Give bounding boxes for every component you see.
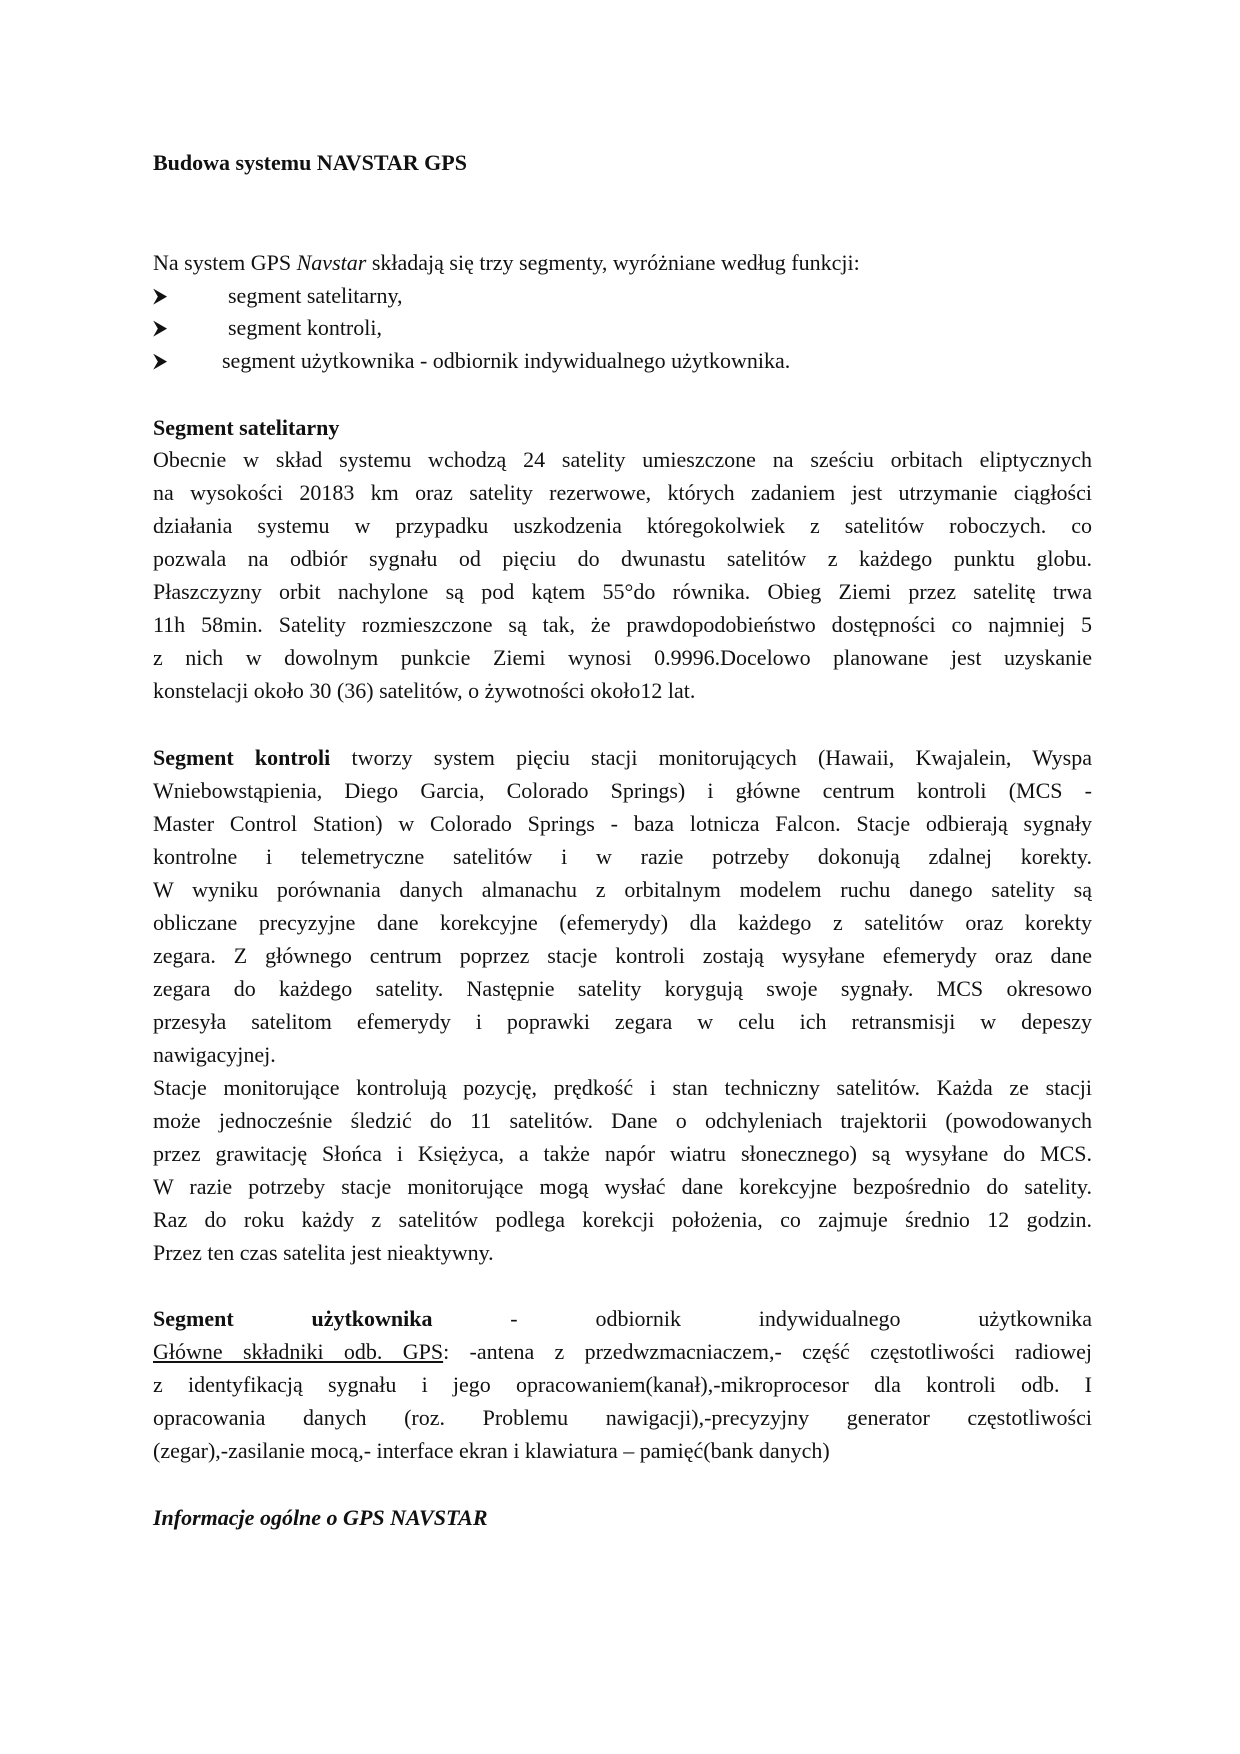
paragraph-line [153, 943, 1092, 969]
text-run: W wyniku porównania danych almanachu z orbitalnym modelem ruchu danego satelity są [153, 877, 1092, 902]
text-run: tworzy system pięciu stacji monitorujących (Hawaii, Kwajalein, Wyspa [330, 745, 1092, 770]
text-run: Navstar [296, 250, 367, 275]
paragraph-line [153, 480, 1092, 506]
paragraph-line [153, 1405, 1092, 1431]
bullet-item: segment satelitarny, [228, 283, 403, 308]
arrowhead-bullet-icon: ⮞ [153, 350, 168, 372]
text-run: zegara. Z głównego centrum poprzez stacje kontroli zostają wysyłane efemerydy oraz dane [153, 943, 1092, 968]
paragraph-line [153, 1141, 1092, 1167]
text-run: pozwala na odbiór sygnału od pięciu do dwunastu satelitów z każdego punktu globu. [153, 546, 1092, 571]
paragraph-line [153, 579, 1092, 605]
arrowhead-bullet-icon: ⮞ [153, 285, 168, 307]
bullet-item: segment użytkownika - odbiornik indywidualnego użytkownika. [222, 348, 791, 373]
text-run: na wysokości 20183 km oraz satelity rezerwowe, których zadaniem jest utrzymanie ciągłości [153, 480, 1092, 505]
text-run: 11h 58min. Satelity rozmieszczone są tak, że prawdopodobieństwo dostępności co najmniej 5 [153, 612, 1092, 637]
text-run: Raz do roku każdy z satelitów podlega korekcji położenia, co zajmuje średnio 12 godzin. [153, 1207, 1092, 1232]
paragraph-line [153, 1009, 1092, 1035]
text-run: zegara do każdego satelity. Następnie satelity korygują swoje sygnały. MCS okresowo [153, 976, 1092, 1001]
paragraph-line [153, 1438, 1092, 1464]
text-run: Płaszczyzny orbit nachylone są pod kątem 55°do równika. Obieg Ziemi przez satelitę trwa [153, 579, 1092, 604]
text-run: kontrolne i telemetryczne satelitów i w razie potrzeby dokonują zdalnej korekty. [153, 844, 1092, 869]
text-run: obliczane precyzyjne dane korekcyjne (efemerydy) dla każdego z satelitów oraz korekty [153, 910, 1092, 935]
paragraph-line [153, 745, 1092, 771]
text-run: z nich w dowolnym punkcie Ziemi wynosi 0.9996.Docelowo planowane jest uzyskanie [153, 645, 1092, 670]
text-run: Master Control Station) w Colorado Springs - baza lotnicza Falcon. Stacje odbierają sygnały [153, 811, 1092, 836]
text-run: działania systemu w przypadku uszkodzenia któregokolwiek z satelitów roboczych. co [153, 513, 1092, 538]
text-run: Na system GPS [153, 250, 297, 275]
text-run: Stacje monitorujące kontrolują pozycję, prędkość i stan techniczny satelitów. Każda ze stacji [153, 1075, 1092, 1100]
text-run: konstelacji około 30 (36) satelitów, o żywotności około12 lat. [153, 678, 696, 703]
text-run: (zegar),-zasilanie mocą,- interface ekran i klawiatura – pamięć(bank danych) [153, 1438, 830, 1463]
paragraph-line [153, 778, 1092, 804]
paragraph-line [153, 1174, 1092, 1200]
paragraph-line [153, 678, 1092, 704]
text-run: Przez ten czas satelita jest nieaktywny. [153, 1240, 494, 1265]
text-run: - odbiornik indywidualnego użytkownika [432, 1306, 1092, 1331]
text-run: z identyfikacją sygnału i jego opracowaniem(kanał),-mikroprocesor dla kontroli odb. I [153, 1372, 1092, 1397]
text-run: Obecnie w skład systemu wchodzą 24 satelity umieszczone na sześciu orbitach eliptycznych [153, 447, 1092, 472]
paragraph-line [153, 447, 1092, 473]
text-run: W razie potrzeby stacje monitorujące mogą wysłać dane korekcyjne bezpośrednio do satelity. [153, 1174, 1092, 1199]
arrowhead-bullet-icon: ⮞ [153, 317, 168, 339]
paragraph-line [153, 1042, 1092, 1068]
paragraph-line [153, 513, 1092, 539]
text-run: Segment kontroli [153, 745, 331, 770]
paragraph-line [153, 910, 1092, 936]
paragraph-line [153, 976, 1092, 1002]
bullet-item: segment kontroli, [228, 315, 382, 340]
paragraph-line [153, 1240, 1092, 1266]
paragraph-line [153, 1372, 1092, 1398]
paragraph-line [153, 645, 1092, 671]
paragraph-line [153, 1339, 1092, 1365]
text-run: może jednocześnie śledzić do 11 satelitów. Dane o odchyleniach trajektorii (powodowanych [153, 1108, 1092, 1133]
text-run: : -antena z przedwzmacniaczem,- część częstotliwości radiowej [443, 1339, 1092, 1364]
paragraph-line [153, 877, 1092, 903]
text-run: składają się trzy segmenty, wyróżniane według funkcji: [366, 250, 860, 275]
text-run: Główne składniki odb. GPS [153, 1339, 444, 1364]
paragraph-line [153, 1075, 1092, 1101]
paragraph-line [153, 546, 1092, 572]
paragraph-line [153, 1306, 1092, 1332]
text-run: Wniebowstąpienia, Diego Garcia, Colorado Springs) i główne centrum kontroli (MCS - [153, 778, 1092, 803]
text-run: przesyła satelitom efemerydy i poprawki zegara w celu ich retransmisji w depeszy [153, 1009, 1092, 1034]
text-run: opracowania danych (roz. Problemu nawigacji),-precyzyjny generator częstotliwości [153, 1405, 1092, 1430]
paragraph-line [153, 1207, 1092, 1233]
text-run: nawigacyjnej. [153, 1042, 276, 1067]
paragraph-line [153, 844, 1092, 870]
document-title: Budowa systemu NAVSTAR GPS [153, 150, 467, 175]
intro-line [153, 250, 1092, 276]
closing-heading: Informacje ogólne o GPS NAVSTAR [153, 1505, 488, 1530]
paragraph-line [153, 811, 1092, 837]
paragraph-line [153, 612, 1092, 638]
paragraph-line [153, 1108, 1092, 1134]
text-run: przez grawitację Słońca i Księżyca, a także napór wiatru słonecznego) są wysyłane do MCS. [153, 1141, 1092, 1166]
section-heading-satellite: Segment satelitarny [153, 415, 340, 440]
text-run: Segment użytkownika [153, 1306, 433, 1331]
